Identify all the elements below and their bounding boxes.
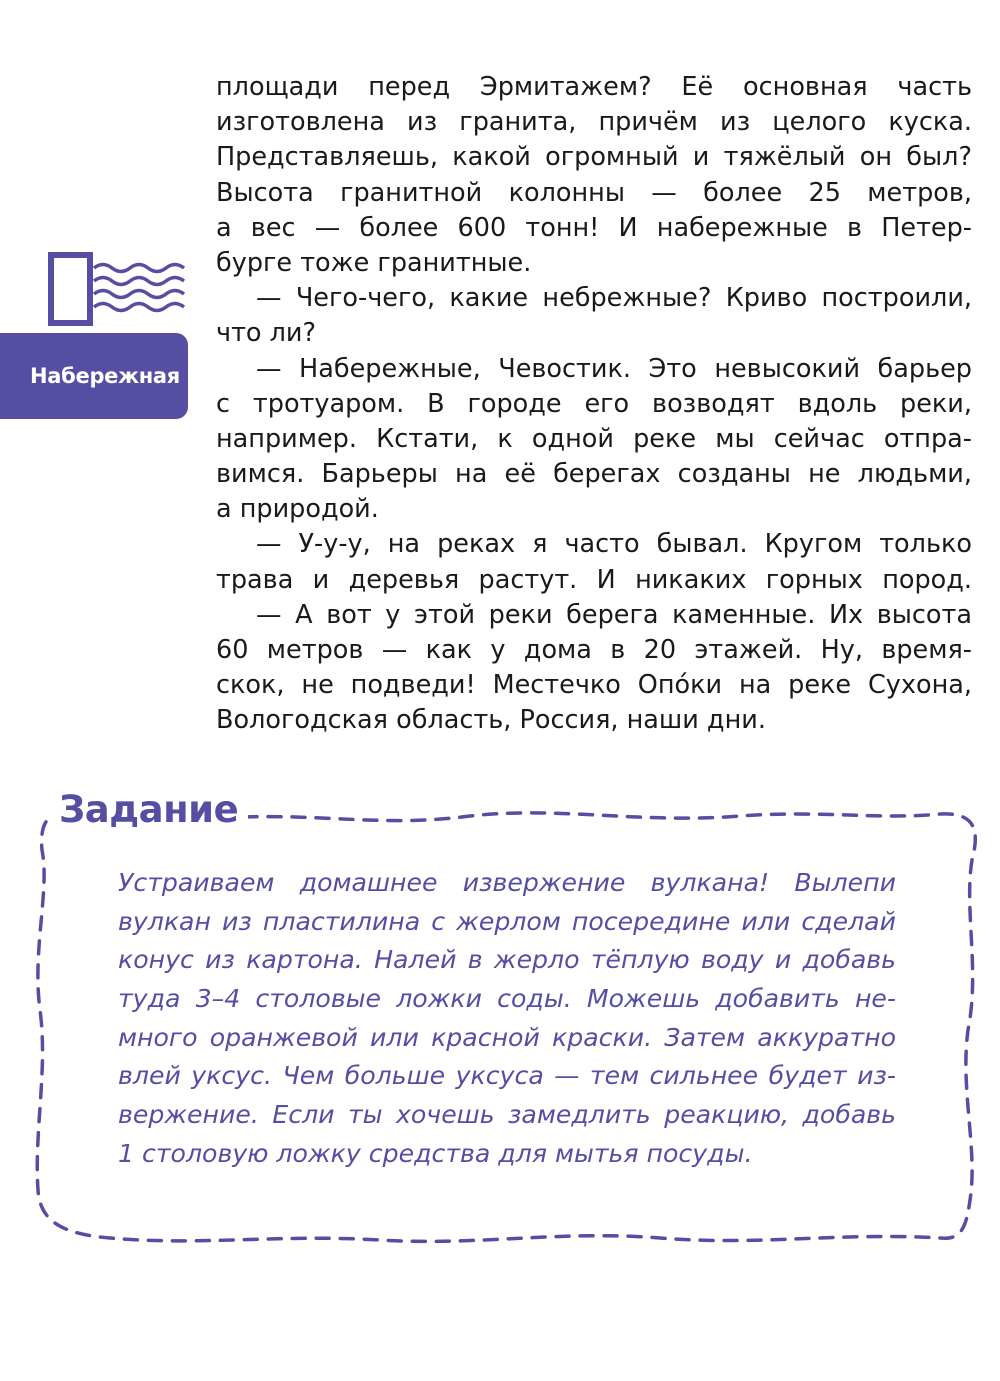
story-line: а вес — более 600 тонн! И набережные в Петер- xyxy=(216,212,972,243)
section-tab xyxy=(0,333,188,419)
task-line: вулкан из пластилина с жерлом посередине или сделай xyxy=(118,906,896,936)
task-line: 1 столовую ложку средства для мытья посуды. xyxy=(118,1138,753,1168)
story-line: изготовлена из гранита, причём из целого куска. xyxy=(216,107,972,138)
task-line: туда 3–4 столовые ложки соды. Можешь добавить не- xyxy=(118,984,896,1014)
story-line: — А вот у этой реки берега каменные. Их высота xyxy=(256,599,972,630)
story-line: скок, не подведи! Местечко Опо́ки на реке Сухона, xyxy=(216,670,972,701)
story-line: Высота гранитной колонны — более 25 метров, xyxy=(216,177,972,208)
story-text xyxy=(216,70,972,739)
task-title: Задание xyxy=(55,788,248,831)
story-line: — Чего-чего, какие небрежные? Криво построили, xyxy=(256,283,972,314)
story-line: вимся. Барьеры на её берегах созданы не людьми, xyxy=(216,459,972,490)
story-line: а природой. xyxy=(216,494,379,525)
task-text xyxy=(118,864,896,1174)
story-line: Представляешь, какой огромный и тяжёлый он был? xyxy=(216,142,972,173)
task-line: вержение. Если ты хочешь замедлить реакцию, добавь xyxy=(118,1100,896,1130)
story-line: бурге тоже гранитные. xyxy=(216,247,532,278)
story-line: что ли? xyxy=(216,318,317,349)
story-line: 60 метров — как у дома в 20 этажей. Ну, время- xyxy=(216,635,972,665)
story-line: площади перед Эрмитажем? Её основная часть xyxy=(216,72,972,102)
task-line: Устраиваем домашнее извержение вулкана! Вылепи xyxy=(118,868,896,897)
task-line: конус из картона. Налей в жерло тёплую воду и добавь xyxy=(118,945,896,975)
task-line: много оранжевой или красной краски. Затем аккуратно xyxy=(118,1022,896,1052)
story-line: трава и деревья растут. И никаких горных пород. xyxy=(216,564,972,595)
story-line: с тротуаром. В городе его возводят вдоль реки, xyxy=(216,388,972,419)
story-line: — Набережные, Чевостик. Это невысокий барьер xyxy=(256,353,972,384)
task-line: влей уксус. Чем больше уксуса — тем сильнее будет из- xyxy=(118,1061,896,1091)
section-tab-label: Набережная xyxy=(30,364,180,388)
story-line: — У-у-у, на реках я часто бывал. Кругом только xyxy=(256,529,972,560)
story-line: Вологодская область, Россия, наши дни. xyxy=(216,705,766,736)
story-line: например. Кстати, к одной реке мы сейчас отпра- xyxy=(216,423,972,454)
stamp-icon xyxy=(40,248,190,328)
